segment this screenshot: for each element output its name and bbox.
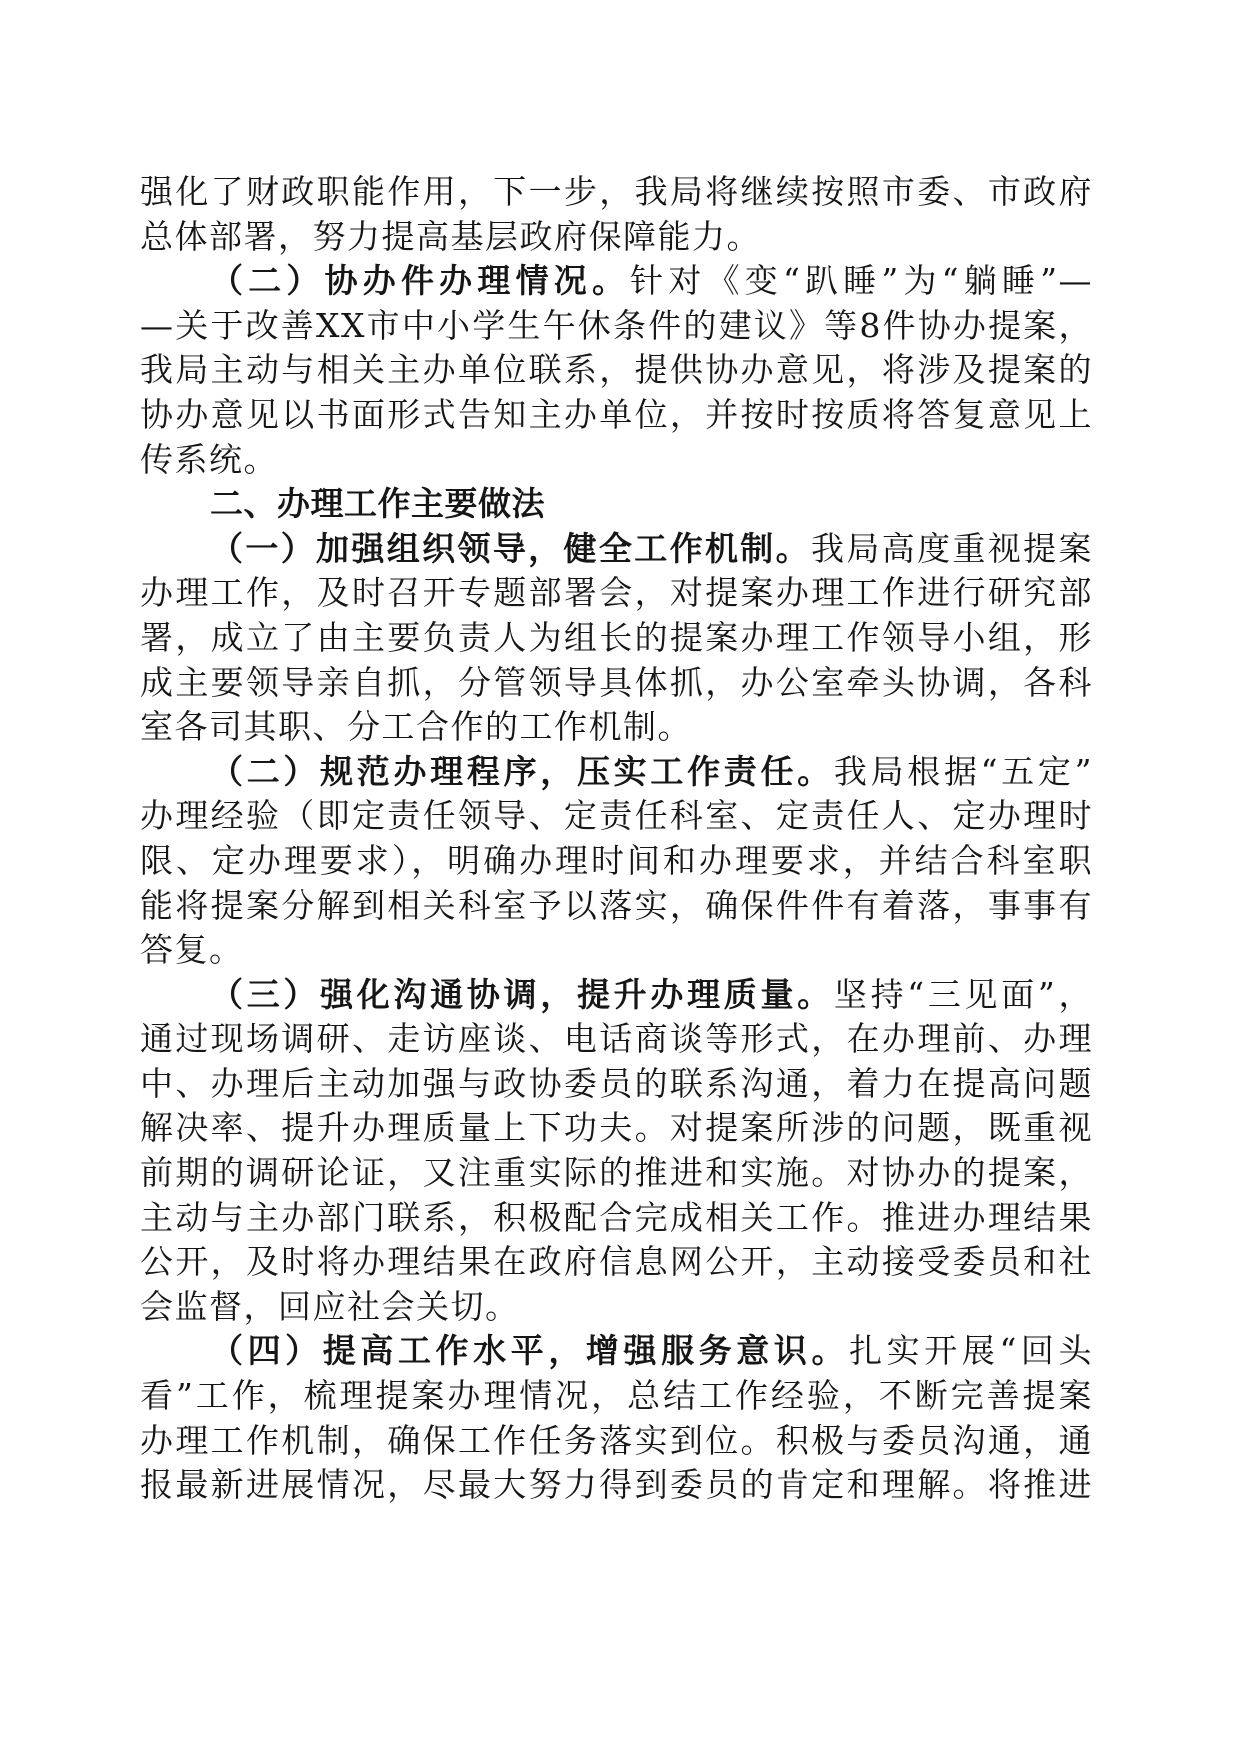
body-line: 办理工作，及时召开专题部署会，对提案办理工作进行研究部: [140, 573, 1093, 613]
body-line: 传系统。: [140, 439, 278, 479]
section-lead: （四）提高工作水平，增强服务意识。: [210, 1331, 850, 1371]
body-line: 前期的调研论证，又注重实际的推进和实施。对协办的提案，: [140, 1153, 1093, 1193]
body-line: [140, 973, 1093, 1018]
paragraph: [140, 750, 1093, 973]
body-line: 会监督，回应社会关切。: [140, 1286, 520, 1326]
body-line: —关于改善XX市中小学生午休条件的建议》等8件协办提案，: [140, 305, 1093, 345]
paragraph: [140, 973, 1093, 1330]
paragraph: [140, 170, 1093, 259]
body-line: 能将提案分解到相关科室予以落实，确保件件有着落，事事有: [140, 885, 1093, 925]
body-text: 扎实开展“回头: [849, 1331, 1094, 1371]
body-text: 坚持“三见面”，: [833, 974, 1094, 1014]
body-line: [140, 1329, 1093, 1374]
section-lead: （三）强化沟通协调，提升办理质量。: [210, 974, 834, 1014]
body-text: 我局根据“五定”: [833, 751, 1094, 791]
document-body: [140, 170, 1093, 1508]
body-line: 我局主动与相关主办单位联系，提供协办意见，将涉及提案的: [140, 350, 1093, 390]
body-line: 强化了财政职能作用，下一步，我局将继续按照市委、市政府: [140, 172, 1093, 211]
body-text: 我局高度重视提案: [811, 528, 1094, 568]
body-line: 中、办理后主动加强与政协委员的联系沟通，着力在提高问题: [140, 1063, 1093, 1103]
body-line: 成主要领导亲自抓，分管领导具体抓，办公室牵头协调，各科: [140, 662, 1093, 702]
body-line: 署，成立了由主要负责人为组长的提案办理工作领导小组，形: [140, 617, 1093, 657]
paragraph: [140, 527, 1093, 750]
section-lead: （二）规范办理程序，压实工作责任。: [210, 751, 834, 791]
body-text: 针对《变“趴睡”为“躺睡”—: [630, 261, 1094, 301]
body-line: [140, 527, 1093, 572]
body-line: [140, 750, 1093, 795]
paragraph: [140, 1329, 1093, 1507]
body-line: 协办意见以书面形式告知主办单位，并按时按质将答复意见上: [140, 394, 1093, 434]
body-line: 报最新进展情况，尽最大努力得到委员的肯定和理解。将推进: [140, 1465, 1093, 1505]
section-lead: （一）加强组织领导，健全工作机制。: [210, 528, 812, 568]
body-line: [140, 259, 1093, 304]
body-line: 总体部署，努力提高基层政府保障能力。: [140, 216, 761, 256]
body-line: 办理工作机制，确保工作任务落实到位。积极与委员沟通，通: [140, 1420, 1093, 1460]
body-line: 室各司其职、分工合作的工作机制。: [140, 707, 692, 747]
section-lead: （二）协办件办理情况。: [210, 261, 631, 301]
body-line: 解决率、提升办理质量上下功夫。对提案所涉的问题，既重视: [140, 1108, 1093, 1148]
body-line: 通过现场调研、走访座谈、电话商谈等形式，在办理前、办理: [140, 1019, 1093, 1059]
body-line: 看”工作，梳理提案办理情况，总结工作经验，不断完善提案: [140, 1376, 1093, 1416]
body-line: 公开，及时将办理结果在政府信息网公开，主动接受委员和社: [140, 1242, 1093, 1282]
body-line: 限、定办理要求），明确办理时间和办理要求，并结合科室职: [140, 840, 1093, 880]
body-line: 答复。: [140, 930, 244, 970]
body-line: 主动与主办部门联系，积极配合完成相关工作。推进办理结果: [140, 1197, 1093, 1237]
section-heading: 二、办理工作主要做法: [210, 484, 545, 524]
body-line: 办理经验（即定责任领导、定责任科室、定责任人、定办理时: [140, 796, 1093, 836]
paragraph: [140, 259, 1093, 482]
